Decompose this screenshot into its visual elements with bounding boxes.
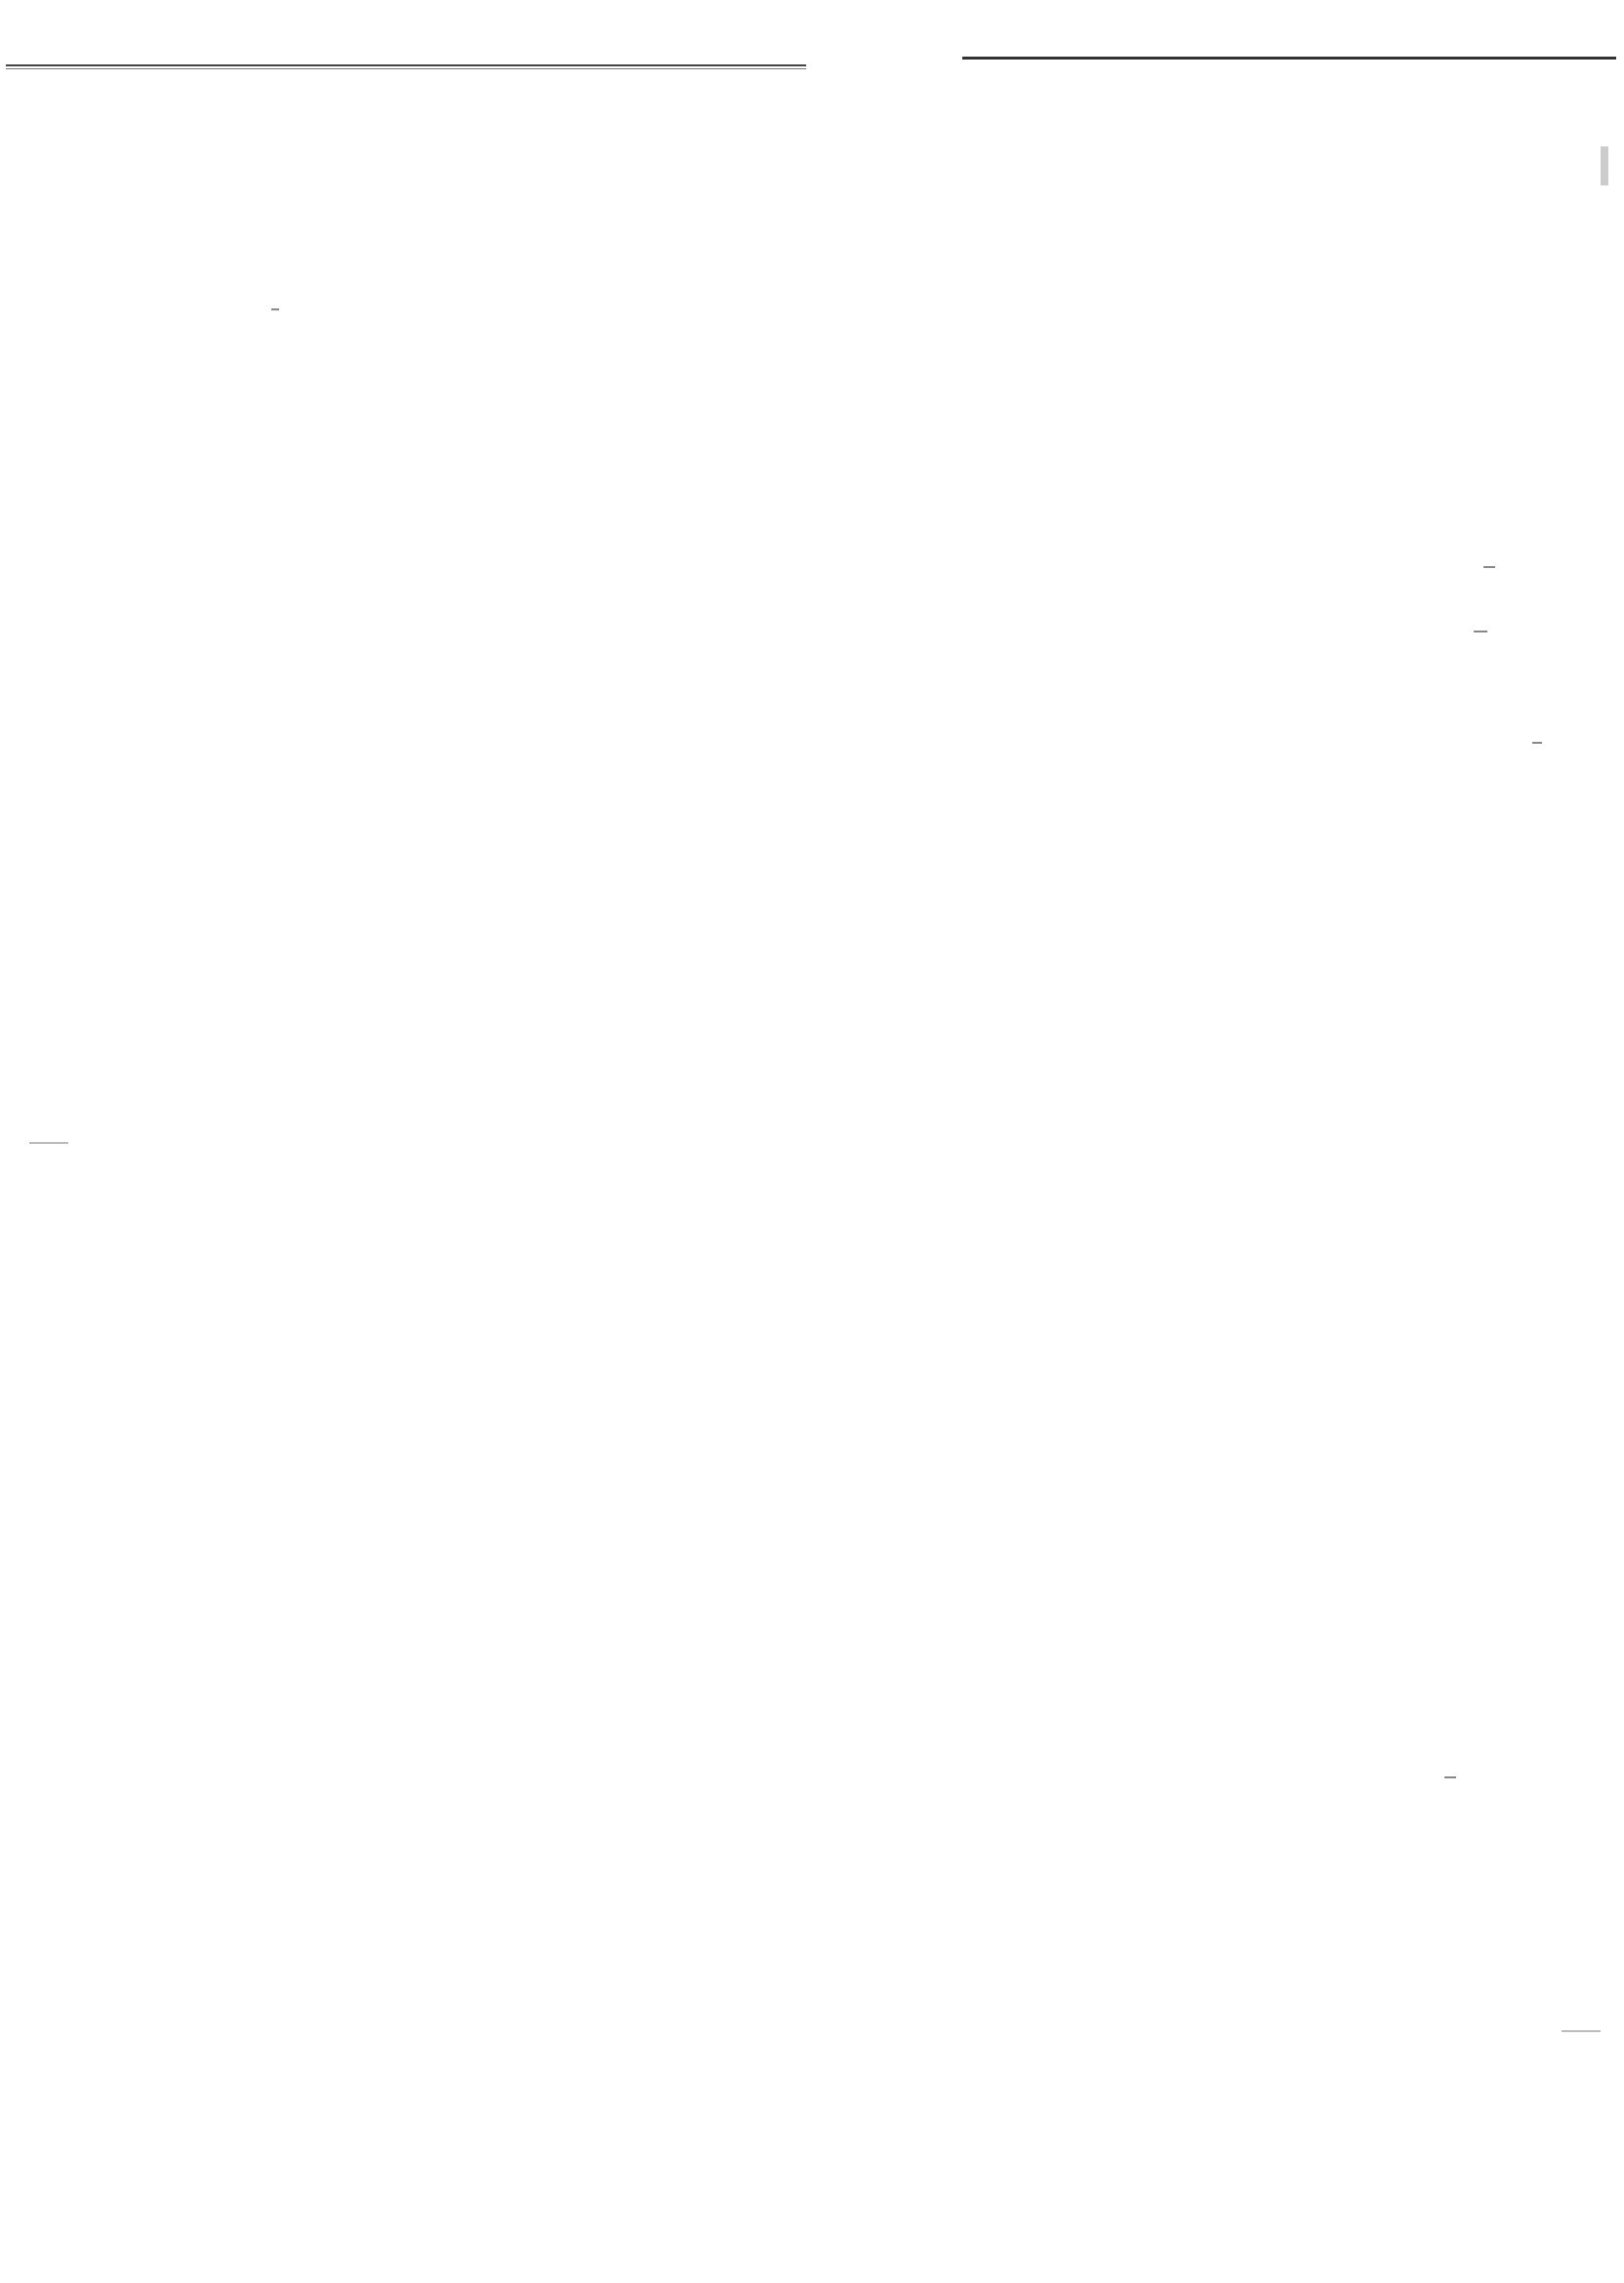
scan-speck xyxy=(1444,1776,1456,1778)
scan-speck xyxy=(1532,742,1542,744)
scan-speck xyxy=(1601,146,1608,185)
scan-speck xyxy=(1562,2030,1601,2032)
scan-speck xyxy=(29,1142,68,1144)
scan-speck xyxy=(1474,631,1487,632)
scan-speck xyxy=(1483,566,1495,568)
scan-speck xyxy=(271,308,279,310)
